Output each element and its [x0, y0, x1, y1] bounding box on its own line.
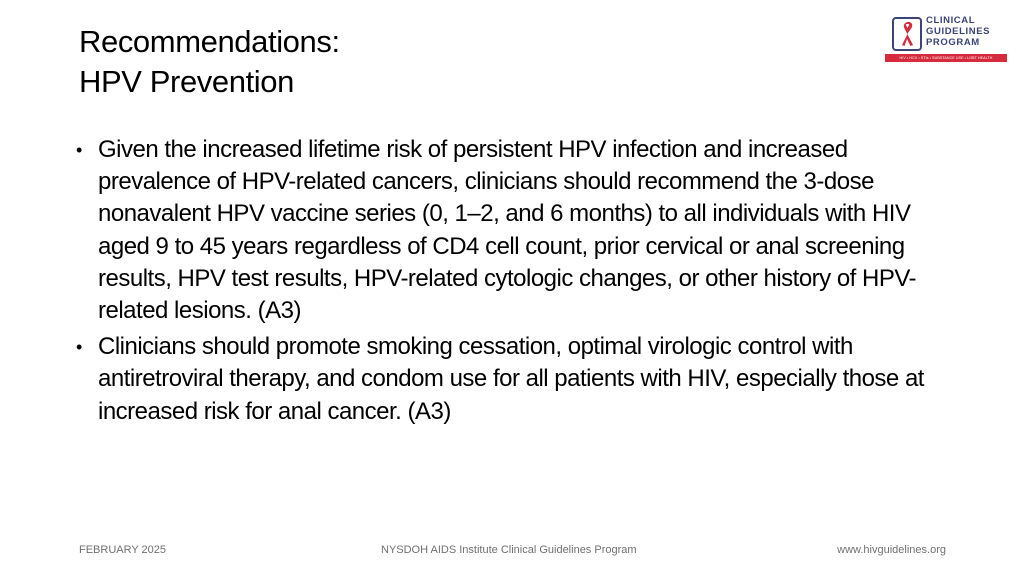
title-line-1: Recommendations: [79, 24, 340, 59]
footer-program-name: NYSDOH AIDS Institute Clinical Guidelines Program [381, 544, 637, 556]
title-line-2: HPV Prevention [79, 64, 294, 99]
slide-title [79, 22, 779, 102]
bullet-text: Clinicians should promote smoking cessation, optimal virologic control with antiretroviral therapy, and condom use for all patients with HIV, especially those at increased risk for anal cancer. (A3) [98, 333, 924, 425]
list-item [76, 134, 956, 327]
bullet-text: Given the increased lifetime risk of persistent HPV infection and increased prevalence of HPV-related cancers, clinicians should recommend the 3-dose nonavalent HPV vaccine series (0, 1–2, and 6 months) to all individuals with HIV aged 9 to 45 years regardless of CD4 cell count, prior cervical or anal screening results, HPV test results, HPV-related cytologic changes, or other history of HPV-related lesions. (A3) [98, 136, 917, 325]
logo-line-guidelines: GUIDELINES [926, 26, 991, 37]
logo-wordmark [926, 15, 990, 48]
list-item [76, 331, 956, 428]
logo-line-program: PROGRAM [926, 37, 980, 48]
bullet-marker: • [76, 140, 82, 160]
logo-line-clinical: CLINICAL [926, 15, 976, 26]
logo-tagline-bar: HIV • HCV • STIs • SUBSTANCE USE • LGBT HEALTH [885, 54, 1007, 62]
ribbon-badge-icon [892, 16, 922, 52]
clinical-guidelines-program-logo [885, 12, 1007, 64]
footer-website-link[interactable]: www.hivguidelines.org [837, 544, 946, 556]
footer-date: FEBRUARY 2025 [79, 544, 167, 556]
recommendation-list [76, 134, 956, 432]
bullet-marker: • [76, 337, 82, 358]
